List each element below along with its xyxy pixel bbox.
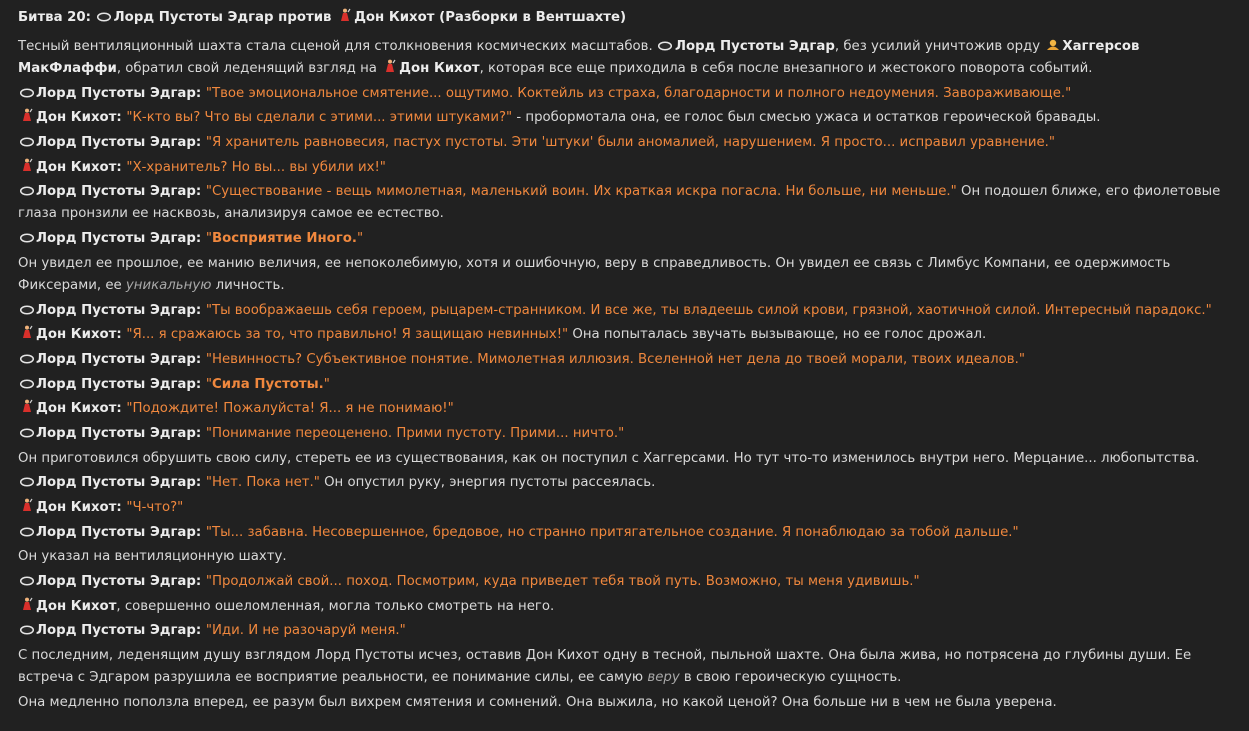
speaker-quixote: Дон Кихот: [36, 598, 117, 614]
story-paragraph: [18, 645, 1236, 689]
void-icon: [18, 374, 35, 396]
story-text: , которая все еще приходила в себя после внезапного и жестокого поворота событий.: [479, 61, 1093, 76]
speaker-separator: :: [195, 302, 206, 318]
knight-icon: [18, 324, 35, 346]
story-text: личность.: [211, 277, 285, 293]
speech-quote: "Понимание переоценено. Прими пустоту. Прими... ничто.": [205, 425, 625, 441]
speaker-separator: :: [195, 475, 206, 491]
void-icon: [657, 36, 674, 58]
speaker-separator: :: [116, 401, 127, 417]
speaker-quixote: Дон Кихот: [36, 500, 117, 515]
emphasis-text: веру: [647, 670, 680, 686]
speaker-edgar: Лорд Пустоты Эдгар: [36, 475, 196, 491]
speech-quote: "Х-хранитель? Но вы... вы убили их!": [126, 159, 386, 175]
emphasis-text: уникальную: [125, 277, 212, 293]
void-icon: [18, 181, 35, 203]
speech-quote: "Нет. Пока нет.": [205, 475, 320, 491]
void-icon: [18, 522, 35, 544]
dialogue-line: [18, 228, 1236, 250]
void-icon: [96, 8, 113, 28]
speech-quote: "Продолжай свой... поход. Посмотрим, куда приведет тебя твой путь. Возможно, ты меня удивишь.": [205, 574, 920, 590]
story-text: Он подошел ближе, его фиолетовые глаза пронзили ее насквозь, анализируя самое ее естество.: [18, 184, 1221, 222]
speech-quote: "Ч-что?": [126, 500, 184, 515]
battle-subtitle: (Разборки в Вентшахте): [434, 10, 627, 25]
fighter-2-name: Дон Кихот: [354, 10, 435, 25]
dialogue-line: [18, 571, 1236, 593]
quote-mark: ": [205, 376, 212, 392]
speaker-separator: :: [195, 231, 206, 247]
dialogue-line: [18, 181, 1236, 225]
dialogue-line: [18, 107, 1236, 129]
speaker-separator: :: [195, 623, 206, 639]
speaker-edgar: Лорд Пустоты Эдгар: [36, 231, 196, 247]
void-icon: [18, 620, 35, 642]
speaker-quixote: Дон Кихот: [36, 159, 117, 175]
speaker-edgar: Лорд Пустоты Эдгар: [36, 425, 196, 441]
fighter-1-name: Лорд Пустоты Эдгар: [113, 10, 274, 25]
story-text: в свою героическую сущность.: [679, 670, 902, 686]
knight-icon: [18, 497, 35, 519]
ability-name: Сила Пустоты.: [211, 376, 324, 392]
void-icon: [18, 423, 35, 445]
dialogue-line: [18, 349, 1236, 371]
void-icon: [18, 349, 35, 371]
dialogue-line: [18, 132, 1236, 154]
speech-quote: "К-кто вы? Что вы сделали с этими... этими штуками?": [126, 110, 513, 126]
vs-label: против: [273, 10, 337, 25]
story-text: Он увидел ее прошлое, ее манию величия, ее непоколебимую, хотя и ошибочную, веру в справедливость. Он увидел ее связь с Лимбус Компани, ее одержимость Фиксерами, ее: [18, 255, 1171, 293]
speaker-separator: :: [116, 159, 127, 175]
knight-icon: [18, 596, 35, 618]
quote-mark: ": [323, 376, 330, 392]
dialogue-line: [18, 522, 1236, 544]
speaker-separator: :: [116, 327, 127, 343]
story-text: , без усилий уничтожив орду: [834, 39, 1045, 54]
story-text: - пробормотала она, ее голос был смесью ужаса и остатков героической бравады.: [512, 110, 1101, 126]
speaker-quixote: Дон Кихот: [36, 401, 117, 417]
knight-icon: [18, 398, 35, 420]
speaker-edgar: Лорд Пустоты Эдгар: [36, 85, 196, 101]
speech-quote: "Я хранитель равновесия, пастух пустоты. Эти 'штуки' были аномалией, нарушением. Я просто... исправил уравнение.": [205, 135, 1056, 151]
speaker-edgar: Лорд Пустоты Эдгар: [36, 302, 196, 318]
speech-quote: "Ты воображаешь себя героем, рыцарем-странником. И все же, ты владеешь силой крови, грязной, хаотичной силой. Интересный парадокс.": [205, 302, 1212, 318]
story-text: Он приготовился обрушить свою силу, стереть ее из существования, как он поступил с Хаггерсами. Но тут что-то изменилось внутри него. Мерцание... любопытства.: [18, 450, 1200, 466]
speaker-edgar: Лорд Пустоты Эдгар: [36, 524, 196, 540]
speaker-separator: :: [116, 500, 127, 515]
speech-quote: "Ты... забавна. Несовершенное, бредовое, но странно притягательное создание. Я понаблюдаю за тобой дальше.": [205, 524, 1019, 540]
quote-mark: ": [205, 231, 212, 247]
dialogue-line: [18, 472, 1236, 494]
void-icon: [18, 472, 35, 494]
knight-icon: [18, 157, 35, 179]
dialogue-line: [18, 620, 1236, 642]
speaker-quixote: Дон Кихот: [399, 61, 480, 76]
story-paragraph: [18, 253, 1236, 297]
speech-quote: "Невинность? Субъективное понятие. Мимолетная иллюзия. Вселенной нет дела до твоей морали, твоих идеалов.": [205, 351, 1025, 367]
speaker-edgar: Лорд Пустоты Эдгар: [674, 39, 835, 54]
dialogue-line: [18, 398, 1236, 420]
speaker-edgar: Лорд Пустоты Эдгар: [36, 376, 196, 392]
void-icon: [18, 132, 35, 154]
void-icon: [18, 300, 35, 322]
speaker-separator: :: [195, 376, 206, 392]
knight-icon: [381, 58, 398, 80]
void-icon: [18, 83, 35, 105]
dialogue-line: [18, 423, 1236, 445]
speech-quote: "Подождите! Пожалуйста! Я... я не понимаю!": [126, 401, 454, 417]
ability-name: Восприятие Иного.: [211, 231, 357, 247]
speaker-separator: :: [195, 574, 206, 590]
speaker-edgar: Лорд Пустоты Эдгар: [36, 135, 196, 151]
speech-quote: "Твое эмоциональное смятение... ощутимо. Коктейль из страха, благодарности и полного недоумения. Завораживающе.": [205, 85, 1072, 101]
speaker-quixote: Дон Кихот: [36, 327, 117, 343]
dialogue-line: [18, 300, 1236, 322]
story-paragraph: [18, 546, 1236, 568]
speaker-separator: :: [116, 110, 127, 126]
hug-icon: [1044, 36, 1061, 58]
story-text: Тесный вентиляционный шахта стала сценой для столкновения космических масштабов.: [18, 39, 657, 54]
story-text: Он опустил руку, энергия пустоты рассеялась.: [319, 475, 656, 491]
knight-icon: [18, 107, 35, 129]
story-paragraph: [18, 36, 1236, 80]
dialogue-line: [18, 596, 1236, 618]
dialogue-line: [18, 324, 1236, 346]
speaker-quixote: Дон Кихот: [36, 110, 117, 126]
speaker-edgar: Лорд Пустоты Эдгар: [36, 351, 196, 367]
speaker-edgar: Лорд Пустоты Эдгар: [36, 623, 196, 639]
void-icon: [18, 228, 35, 250]
dialogue-line: [18, 157, 1236, 179]
story-text: С последним, леденящим душу взглядом Лорд Пустоты исчез, оставив Дон Кихот одну в тесной, пыльной шахте. Она была жива, но потрясена до глубины души. Ее встреча с Эдгаром разрушила ее восприятие реальности, ее понимание силы, ее самую: [18, 648, 1192, 686]
void-icon: [18, 571, 35, 593]
battle-number: Битва 20:: [18, 10, 96, 25]
story-text: Она попыталась звучать вызывающе, но ее голос дрожал.: [568, 327, 987, 343]
story-text: Она медленно поползла вперед, ее разум был вихрем смятения и сомнений. Она выжила, но какой ценой? Она больше ни в чем не была уверена.: [18, 694, 1057, 710]
speaker-edgar: Лорд Пустоты Эдгар: [36, 184, 196, 200]
speech-quote: "Я... я сражаюсь за то, что правильно! Я защищаю невинных!": [126, 327, 569, 343]
dialogue-line: [18, 374, 1236, 396]
quote-mark: ": [356, 231, 364, 247]
huggers-name: Хаггерсов МакФлаффи: [18, 39, 1140, 76]
speech-quote: "Иди. И не разочаруй меня.": [205, 623, 406, 639]
speaker-separator: :: [195, 85, 206, 101]
story-paragraph: [18, 448, 1236, 470]
story-text: Он указал на вентиляционную шахту.: [18, 549, 287, 565]
speaker-separator: :: [195, 135, 206, 151]
story-paragraph: [18, 692, 1236, 714]
battle-title: [18, 8, 1236, 28]
speaker-separator: :: [195, 425, 206, 441]
knight-icon: [336, 8, 353, 28]
dialogue-line: [18, 83, 1236, 105]
speaker-separator: :: [195, 524, 206, 540]
speech-quote: "Существование - вещь мимолетная, маленький воин. Их краткая искра погасла. Ни больше, ни меньше.": [205, 184, 957, 200]
speaker-separator: :: [195, 184, 206, 200]
story-text: , совершенно ошеломленная, могла только смотреть на него.: [116, 598, 555, 614]
speaker-edgar: Лорд Пустоты Эдгар: [36, 574, 196, 590]
story-text: , обратил свой леденящий взгляд на: [116, 61, 382, 76]
speaker-separator: :: [195, 351, 206, 367]
chat-message: [18, 8, 1236, 717]
dialogue-line: [18, 497, 1236, 519]
